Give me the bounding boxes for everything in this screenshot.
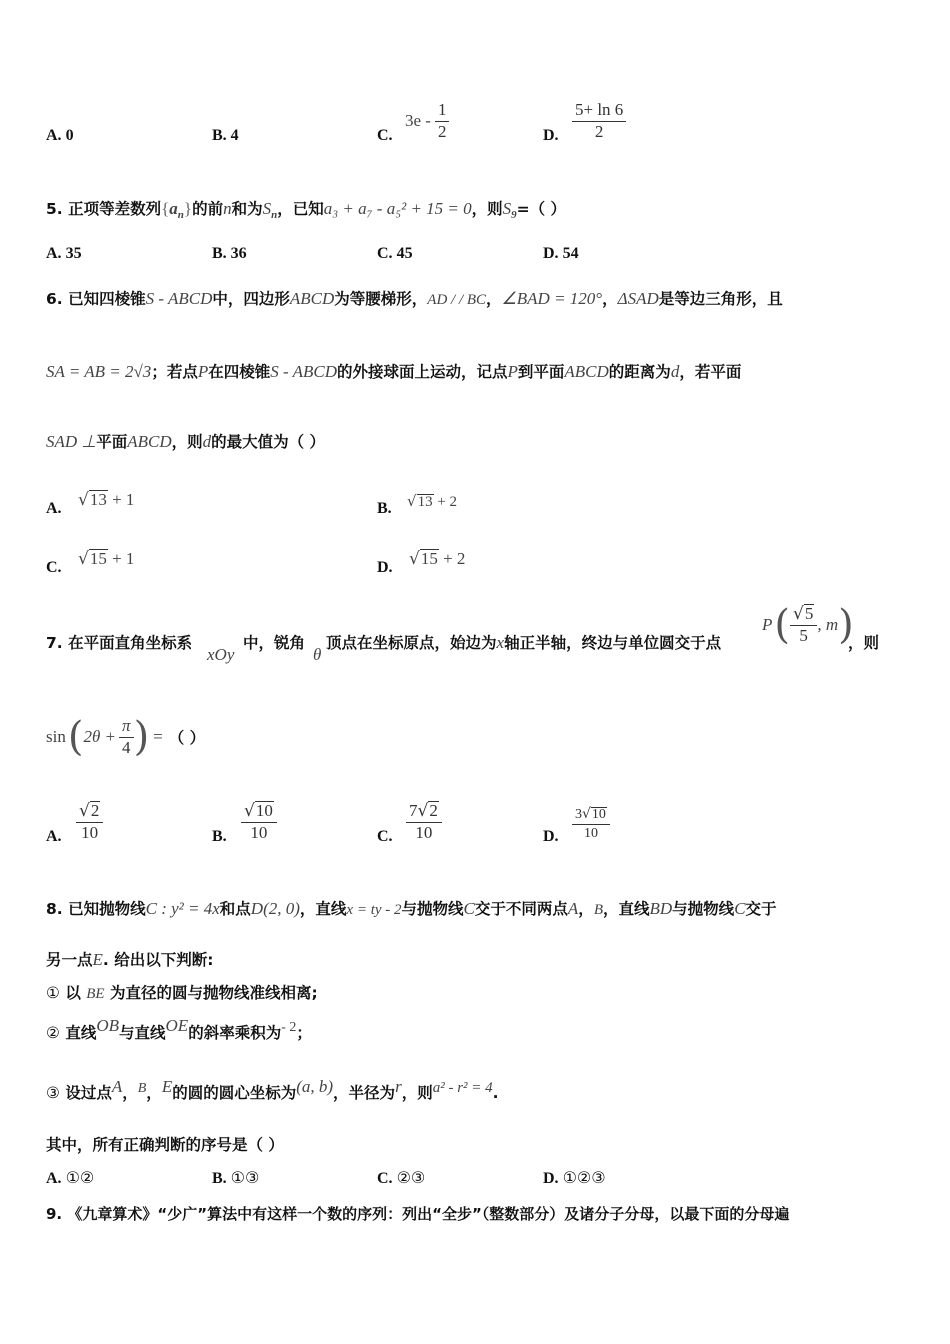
q7-xoy: xOy [207, 645, 235, 664]
q9-stem: 9. 《九章算术》“少广”算法中有这样一个数的序列：列出“全步”（整数部分）及诸分子分母，以最下面的分母遍 [46, 1205, 790, 1223]
fraction: $\frac{5+ \ln 6}{2}$ [572, 101, 626, 141]
q7-option-c-expr: $\frac{7√2}{10}$ [406, 801, 442, 842]
q7-option-a-expr: $\frac{√2}{10}$ [76, 801, 103, 842]
q4-option-c[interactable] [377, 127, 393, 145]
q8-stem-line1: 8. 已知抛物线C : y² = 4x和点D(2, 0)，直线x = ty - 2与抛物线C交于不同两点A，B，直线BD与抛物线C交于 [46, 899, 777, 918]
q7-option-b[interactable]: B. [212, 828, 227, 845]
q8-option-b[interactable]: B. ①③ [212, 1168, 260, 1187]
q5-option-b[interactable]: B. 36 [212, 245, 247, 262]
fraction: $\frac{√5}{5}$ [790, 604, 817, 645]
q6-option-b[interactable]: B. [377, 500, 392, 517]
q8-stem-line2: 另一点E. 给出以下判断: [46, 950, 214, 969]
q6-option-c[interactable]: C. [46, 559, 62, 576]
q6-stem-line2: SA = AB = 2√3；若点P在四棱锥S - ABCD的外接球面上运动，记点P到平面ABCD的距离为d，若平面 [46, 362, 742, 381]
q8-judgment-1: ① 以 BE 为直径的圆与抛物线准线相离; [46, 984, 318, 1002]
option-letter: B. [212, 127, 227, 144]
q7-stem-t3: 顶点在坐标原点，始边为x轴正半轴，终边与单位圆交于点 [326, 633, 722, 652]
q7-stem-line1: 7. 在平面直角坐标系 [46, 634, 193, 652]
q6-option-b-expr: √13 + 2 [407, 492, 458, 510]
q4-option-d-expr [572, 101, 626, 141]
q4-option-c-expr [405, 101, 449, 141]
q6-stem-line1: 6. 已知四棱锥S - ABCD中，四边形ABCD为等腰梯形，AD / / BC，∠BAD = 120°，ΔSAD是等边三角形，且 [46, 289, 783, 308]
q6-option-a-expr: √13 + 1 [78, 490, 135, 510]
option-letter: A. [46, 127, 62, 144]
q7-option-a[interactable]: A. [46, 828, 62, 845]
q6-option-d[interactable]: D. [377, 559, 393, 576]
q5-option-c[interactable]: C. 45 [377, 245, 413, 262]
option-letter: D. [543, 127, 559, 144]
q5-stem: 5. 正项等差数列$\{a_n\}$的前n和为$S_n$，已知a₃ + a₇ - a₅² + 15 = 0，则$S_9=$（ ） [46, 199, 567, 222]
q5-option-d[interactable]: D. 54 [543, 245, 579, 262]
q6-option-c-expr: √15 + 1 [78, 549, 135, 569]
q8-option-a[interactable]: A. ①② [46, 1168, 95, 1187]
condition-equation: a₃ + a₇ - a₅² + 15 = 0 [323, 199, 472, 218]
option-value: 4 [230, 127, 239, 144]
q8-judgment-2: ② 直线OB与直线OE的斜率乘积为- 2； [46, 1016, 312, 1042]
q5-option-a[interactable]: A. 35 [46, 245, 82, 262]
fraction: $\frac{\pi}{4}$ [119, 717, 134, 757]
fraction: $\frac{1}{2}$ [435, 101, 450, 141]
q7-option-d-expr: $\frac{3√10}{10}$ [572, 807, 610, 841]
q8-option-c[interactable]: C. ②③ [377, 1168, 426, 1187]
q6-option-d-expr: √15 + 2 [409, 549, 466, 569]
q4-option-d[interactable] [543, 127, 559, 145]
expr-lead: 3e - [405, 111, 431, 131]
q7-option-b-expr: $\frac{√10}{10}$ [241, 801, 277, 842]
q8-option-d[interactable]: D. ①②③ [543, 1168, 606, 1187]
q7-option-d[interactable]: D. [543, 828, 559, 845]
q8-judgment-3: ③ 设过点A，B，E的圆的圆心坐标为(a, b)，半径为r，则a² - r² = 4. [46, 1077, 499, 1102]
q4-option-a[interactable] [46, 127, 74, 145]
q6-option-a[interactable]: A. [46, 500, 62, 517]
q7-stem-t2: 中，锐角 [243, 634, 306, 652]
q7-stem-t5: ，则 [848, 634, 880, 652]
option-value: 0 [65, 127, 74, 144]
q7-expression: sin ( 2θ + $\frac{\pi}{4}$ ) = （ ） [46, 714, 206, 761]
option-letter: C. [377, 127, 393, 144]
q4-option-b[interactable] [212, 127, 239, 145]
q7-point-p: P ( $\frac{√5}{5}$ , m ) [762, 601, 854, 648]
q6-stem-line3: SAD ⊥平面ABCD，则d的最大值为（ ） [46, 432, 326, 451]
q7-option-c[interactable]: C. [377, 828, 393, 845]
q7-theta: θ [313, 645, 322, 664]
q8-ask: 其中，所有正确判断的序号是（ ） [46, 1136, 284, 1154]
